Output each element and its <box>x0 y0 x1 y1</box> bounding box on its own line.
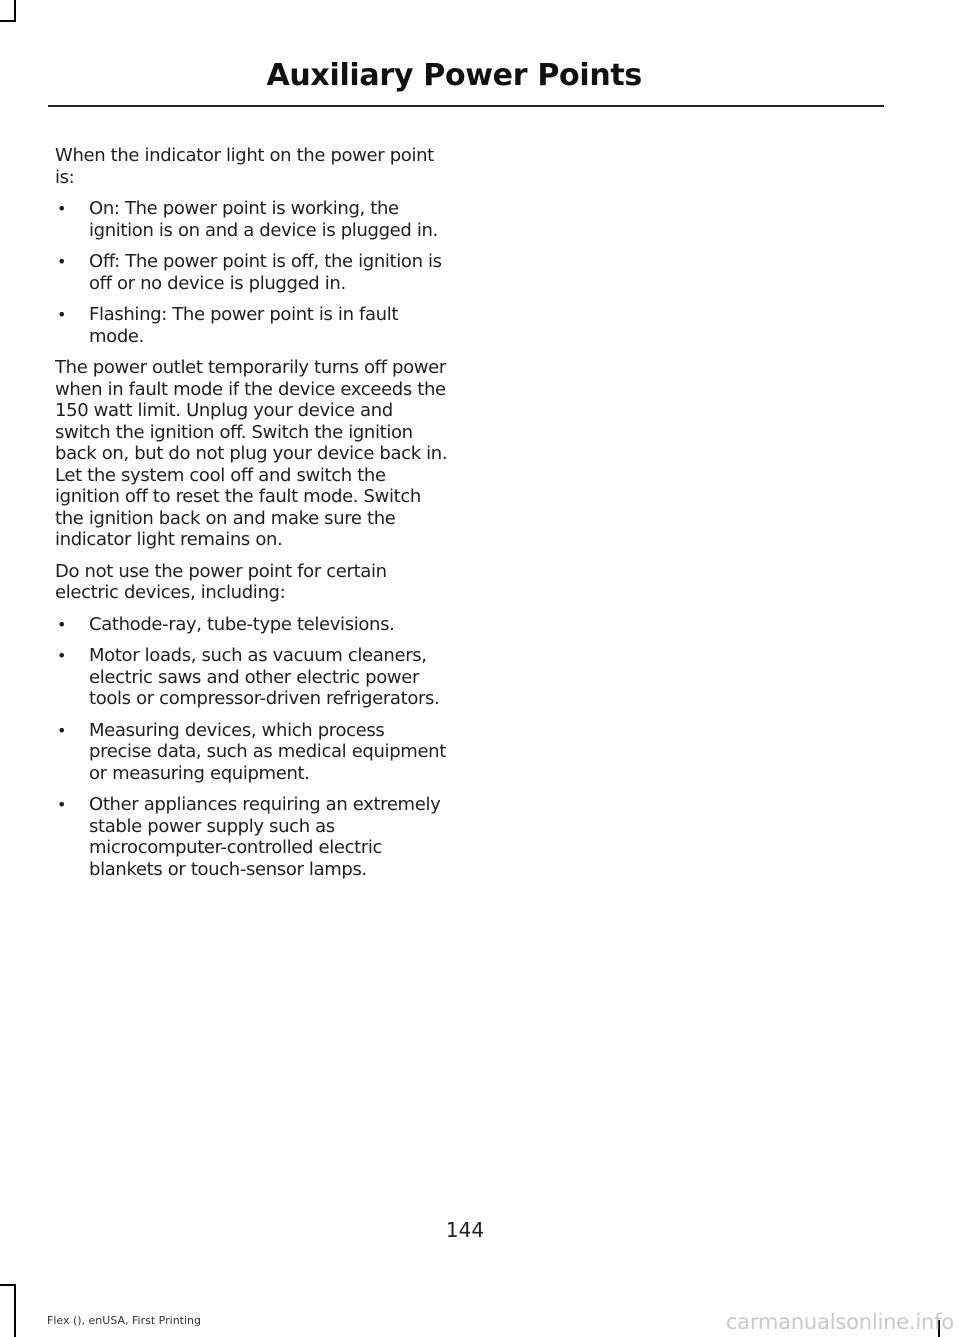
indicator-state-list <box>55 198 450 347</box>
crop-mark-top-left-h <box>0 20 16 22</box>
header-divider <box>48 105 884 107</box>
main-content <box>55 145 450 890</box>
bullet-icon: • <box>57 199 67 218</box>
watermark: carmanualsonline.info <box>725 1310 954 1334</box>
list-item: • Measuring devices, which process precise data, such as medical equipment or measuring equipment. <box>57 719 446 784</box>
edition-footer: Flex (), enUSA, First Printing <box>47 1314 201 1327</box>
bullet-icon: • <box>57 252 67 271</box>
excluded-device-list <box>55 614 450 881</box>
device-warning-intro: Do not use the power point for certain electric devices, including: <box>55 560 387 603</box>
crop-mark-top-left-v <box>14 0 16 22</box>
list-item: • On: The power point is working, the ignition is on and a device is plugged in. <box>57 198 438 241</box>
list-item: • Motor loads, such as vacuum cleaners, electric saws and other electric power tools or compressor-driven refrigerators. <box>57 645 440 709</box>
indicator-intro: When the indicator light on the power point is: <box>55 145 434 188</box>
page-title: Auxiliary Power Points <box>266 58 642 93</box>
crop-mark-bottom-left-v <box>14 1284 16 1337</box>
bullet-icon: • <box>57 614 67 634</box>
page-number: 144 <box>445 1218 485 1242</box>
fault-mode-paragraph: The power outlet temporarily turns off power when in fault mode if the device exceeds the 150 watt limit. Unplug your device and switch the ignition off. Switch the ignition back on, but do not plug your device back in. Let the system cool off and switch the ignition off to reset the fault mode. Switch the ignition back on and make sure the indicator light remains on. <box>55 357 448 550</box>
bullet-icon: • <box>57 720 67 740</box>
list-item: • Other appliances requiring an extremely stable power supply such as microcomputer-controlled electric blankets or touch-sensor lamps. <box>57 794 441 880</box>
list-item: • Cathode-ray, tube-type televisions. <box>57 613 395 635</box>
list-item: • Flashing: The power point is in fault mode. <box>57 304 399 347</box>
bullet-icon: • <box>57 305 67 324</box>
bullet-icon: • <box>57 646 67 665</box>
list-item: • Off: The power point is off, the ignition is off or no device is plugged in. <box>57 251 442 294</box>
bullet-icon: • <box>57 795 67 814</box>
